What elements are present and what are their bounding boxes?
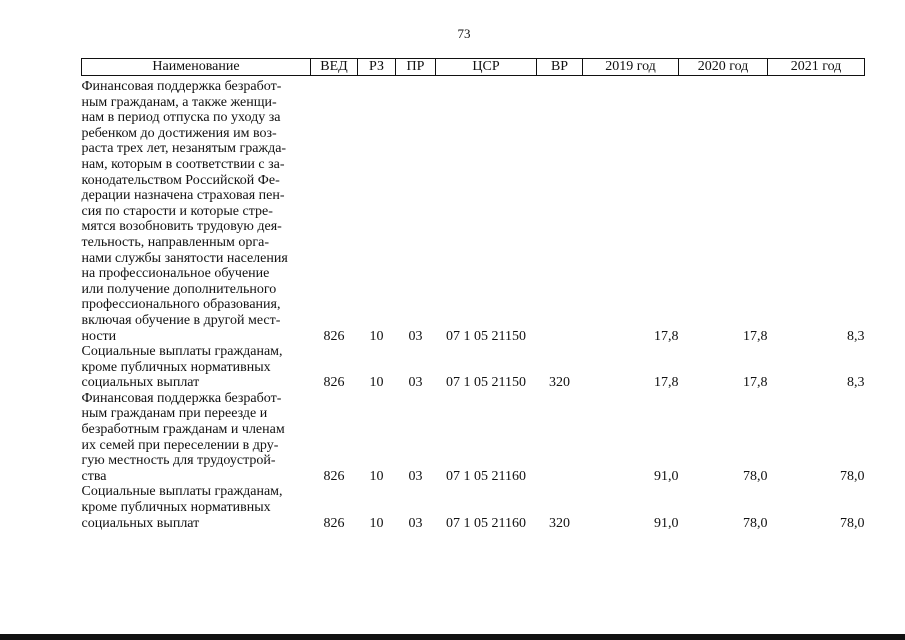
row-csr: 07 1 05 21150	[446, 375, 526, 391]
row-csr: 07 1 05 21160	[446, 468, 526, 484]
row-2020: 78,0	[743, 468, 768, 484]
row-2021: 78,0	[840, 468, 865, 484]
row-2020: 17,8	[743, 375, 768, 391]
table-row	[82, 344, 865, 391]
budget-table	[81, 58, 865, 531]
row-vr: 320	[549, 515, 570, 531]
row-rz: 10	[369, 515, 384, 531]
header-csr: ЦСР	[436, 59, 537, 76]
page-number: 73	[457, 26, 471, 41]
row-name: Социальные выплаты гражданам, кроме публичных нормативных социальных выплат	[81, 344, 283, 391]
row-vr: 320	[549, 375, 570, 391]
row-csr: 07 1 05 21160	[446, 515, 526, 531]
row-2021: 8,3	[847, 375, 865, 391]
row-vr	[537, 391, 583, 485]
header-2020: 2020 год	[679, 59, 768, 76]
header-pr: ПР	[396, 59, 436, 76]
row-2019: 17,8	[654, 328, 679, 344]
row-name: Финансовая поддержка безработ- ным гражданам, а также женщи- нам в период отпуска по уходу за ребенком до достижения им воз- раста трех лет, незанятым гражда- нам, которым в соответствии с за- конодательством Российской Фе- дерации назначена страховая пен- сия по старости и которые стре- мятся возобновить трудовую дея- тельность, направленным орга- нами службы занятости населения на профессиональное обучение или получение дополнительного профессионального образования, включая обучение в другой мест- ности	[81, 79, 288, 344]
row-ved: 826	[323, 468, 345, 484]
row-csr: 07 1 05 21150	[446, 328, 526, 344]
row-2019: 91,0	[654, 468, 679, 484]
row-ved: 826	[323, 515, 345, 531]
row-pr: 03	[408, 328, 423, 344]
row-2019: 17,8	[654, 375, 679, 391]
row-name: Финансовая поддержка безработ- ным гражданам при переезде и безработным гражданам и членам их семей при переселении в дру- гую местность для трудоустрой- ства	[81, 390, 285, 484]
row-ved: 826	[323, 328, 345, 344]
row-rz: 10	[369, 328, 384, 344]
header-rz: РЗ	[358, 59, 396, 76]
row-2020: 78,0	[743, 515, 768, 531]
row-name: Социальные выплаты гражданам, кроме публичных нормативных социальных выплат	[81, 484, 283, 531]
row-pr: 03	[408, 515, 423, 531]
row-2021: 78,0	[840, 515, 865, 531]
scan-bottom-edge	[0, 634, 905, 640]
table-row	[82, 391, 865, 485]
table-row	[82, 484, 865, 531]
row-pr: 03	[408, 375, 423, 391]
row-vr	[537, 79, 583, 344]
row-rz: 10	[369, 375, 384, 391]
header-ved: ВЕД	[311, 59, 358, 76]
table-body	[82, 76, 865, 532]
row-2021: 8,3	[847, 328, 865, 344]
header-2019: 2019 год	[583, 59, 679, 76]
row-rz: 10	[369, 468, 384, 484]
header-name: Наименование	[82, 59, 311, 76]
table-header	[82, 59, 865, 76]
row-2019: 91,0	[654, 515, 679, 531]
row-2020: 17,8	[743, 328, 768, 344]
row-pr: 03	[408, 468, 423, 484]
table-row	[82, 79, 865, 344]
header-vr: ВР	[537, 59, 583, 76]
row-ved: 826	[323, 375, 345, 391]
header-2021: 2021 год	[768, 59, 865, 76]
